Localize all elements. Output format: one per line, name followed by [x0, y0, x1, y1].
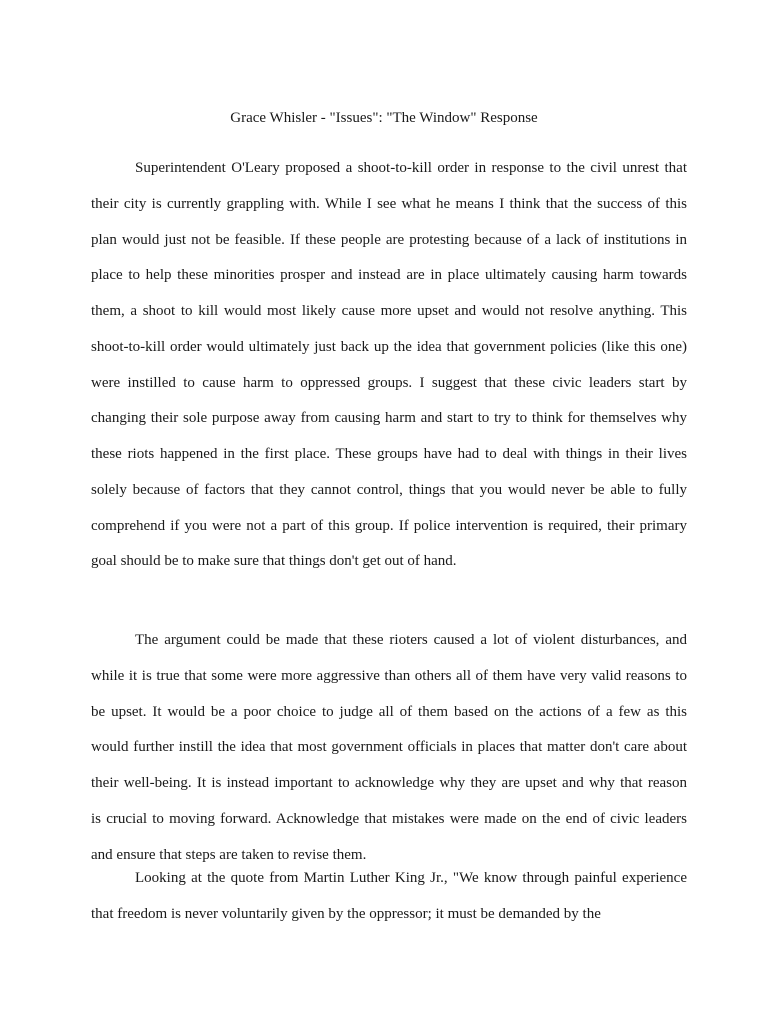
paragraph-line: their well-being. It is instead important to acknowledge why they are upset and why that reason — [91, 775, 687, 791]
paragraph-line: changing their sole purpose away from causing harm and start to try to think for themselves why — [91, 410, 687, 427]
paragraph-line: these riots happened in the first place. These groups have had to deal with things in their lives — [91, 446, 687, 462]
paragraph-1 — [91, 159, 687, 588]
paragraph-line: were instilled to cause harm to oppressed groups. I suggest that these civic leaders start by — [91, 374, 687, 391]
paragraph-line: solely because of factors that they cannot control, things that you would never be able to fully — [91, 481, 687, 498]
paragraph-line: Superintendent O'Leary proposed a shoot-to-kill order in response to the civil unrest that — [135, 160, 687, 176]
paragraph-line: shoot-to-kill order would ultimately just back up the idea that government policies (like this one) — [91, 338, 687, 355]
paragraph-line: place to help these minorities prosper and instead are in place ultimately causing harm towards — [91, 267, 687, 284]
paragraph-line: be upset. It would be a poor choice to judge all of them based on the actions of a few as this — [91, 703, 687, 720]
paragraph-line: them, a shoot to kill would most likely cause more upset and would not resolve anything. This — [91, 303, 687, 319]
paragraph-line: and ensure that steps are taken to revise them. — [91, 846, 367, 863]
document-title: Grace Whisler - "Issues": "The Window" Response — [230, 110, 538, 126]
paragraph-line: while it is true that some were more aggressive than others all of them have very valid reasons to — [91, 667, 687, 684]
paragraph-line: would further instill the idea that most government officials in places that matter don't care about — [91, 739, 687, 756]
paragraph-line: Looking at the quote from Martin Luther King Jr., "We know through painful experience — [135, 870, 687, 886]
paragraph-line: plan would just not be feasible. If these people are protesting because of a lack of institutions in — [91, 231, 687, 248]
paragraph-line: that freedom is never voluntarily given by the oppressor; it must be demanded by the — [91, 905, 601, 922]
paragraph-3 — [91, 869, 687, 941]
paragraph-line: their city is currently grappling with. While I see what he means I think that the success of this — [91, 195, 687, 212]
paragraph-line: The argument could be made that these rioters caused a lot of violent disturbances, and — [135, 632, 687, 648]
paragraph-line: is crucial to moving forward. Acknowledge that mistakes were made on the end of civic leaders — [91, 810, 687, 827]
paragraph-line: comprehend if you were not a part of this group. If police intervention is required, their primary — [91, 517, 687, 534]
paragraph-2 — [91, 631, 687, 881]
paragraph-line: goal should be to make sure that things don't get out of hand. — [91, 553, 457, 570]
